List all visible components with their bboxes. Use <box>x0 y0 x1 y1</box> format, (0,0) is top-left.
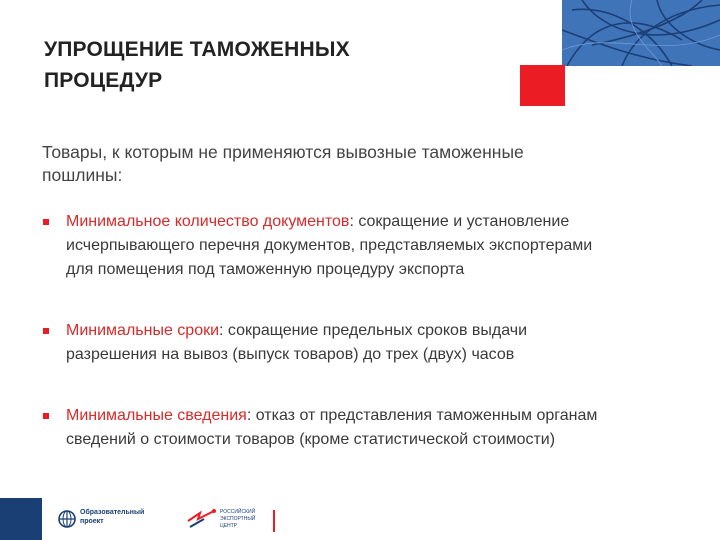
item-text: : сокращение и установление <box>349 213 570 230</box>
logo2-line: РОССИЙСКИЙ <box>220 509 256 515</box>
item-text: : сокращение предельных сроков выдачи <box>219 322 528 339</box>
footer-blue-block <box>0 498 42 540</box>
intro-text <box>42 141 662 187</box>
arrow-logo-icon <box>186 507 218 531</box>
item-first-line <box>66 210 692 234</box>
logo2-text <box>220 509 255 530</box>
bullet-list <box>42 210 692 452</box>
square-bullet-icon <box>43 219 49 225</box>
list-item <box>42 319 692 367</box>
square-bullet-icon <box>43 413 49 419</box>
red-accent-square <box>520 65 565 106</box>
title-line: ПРОЦЕДУР <box>44 69 163 92</box>
item-line: для помещения под таможенную процедуру экспорта <box>66 261 465 278</box>
item-line: сведений о стоимости товаров (кроме статистической стоимости) <box>66 431 556 448</box>
item-first-line <box>66 319 692 343</box>
export-center-logo <box>186 505 266 537</box>
item-line: разрешения на вывоз (выпуск товаров) до трех (двух) часов <box>66 346 515 363</box>
intro-line: Товары, к которым не применяются вывозные таможенные <box>42 142 524 162</box>
item-highlight: Минимальное количество документов <box>66 213 350 230</box>
item-line: исчерпывающего перечня документов, представляемых экспортерами <box>66 237 593 254</box>
item-highlight: Минимальные сведения <box>66 407 247 424</box>
list-item <box>42 210 692 282</box>
intro-line: пошлины: <box>42 165 123 185</box>
logo2-line: ЭКСПОРТНЫЙ <box>220 516 256 522</box>
education-project-logo <box>58 508 163 534</box>
item-highlight: Минимальные сроки <box>66 322 220 339</box>
blue-lines-graphic-icon <box>562 0 720 66</box>
square-bullet-icon <box>43 328 49 334</box>
logo2-line: ЦЕНТР <box>220 523 238 529</box>
footer-red-divider <box>273 510 275 532</box>
logo1-line: проект <box>80 518 104 525</box>
logo1-line: Образовательный <box>80 509 145 516</box>
item-first-line <box>66 404 692 428</box>
title-line: УПРОЩЕНИЕ ТАМОЖЕННЫХ <box>44 38 350 61</box>
item-text: : отказ от представления таможенным органам <box>246 407 598 424</box>
logo1-text <box>80 508 144 526</box>
globe-logo-icon <box>58 510 76 528</box>
slide-title <box>44 34 464 96</box>
list-item <box>42 404 692 452</box>
